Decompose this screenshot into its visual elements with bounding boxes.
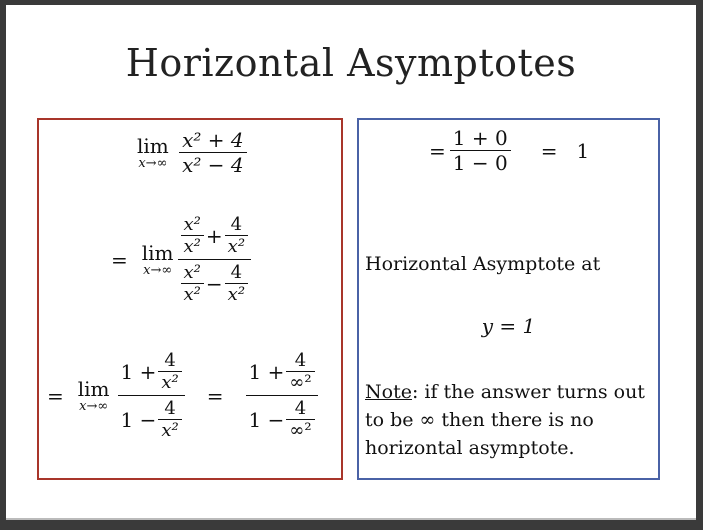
note-paragraph: [365, 378, 655, 462]
limit-operator: lim x→∞: [77, 377, 110, 414]
conclusion-box: [357, 118, 660, 480]
simplified-fraction: 1 + $\frac{4}{\text{x²}}$ 1 − $\frac{4}{\text{x²}}$: [118, 350, 185, 441]
limit-expression-2: = lim x→∞ $\frac{\text{x²}}{\text{x²}}$ + $\frac{4}{\text{x²}}$ $\frac{\text{x²}}{\text{x²}}$ − $\frac{4}{\text{x²}}$: [111, 214, 251, 305]
infinity-fraction: 1 + $\frac{4}{\text{∞²}}$ 1 − $\frac{4}{\text{∞²}}$: [246, 350, 318, 441]
limit-fraction: $\frac{\text{x² + 4}}{\text{x² − 4}}$: [179, 128, 247, 177]
slide: [6, 5, 696, 520]
x2-over-x2: $\frac{\text{x²}}{\text{x²}}$: [181, 262, 204, 305]
evaluated-limit: = $\frac{1 + 0}{1 - 0}$ = 1: [429, 126, 590, 175]
four-over-x2: $\frac{4}{\text{x²}}$: [225, 262, 248, 305]
limit-expression-1: [137, 128, 247, 177]
x2-over-x2: $\frac{\text{x²}}{\text{x²}}$: [181, 214, 204, 257]
note-text: : if the answer turns out to be ∞ then there is no horizontal asymptote.: [365, 381, 645, 459]
note-label: Note: [365, 381, 412, 403]
asymptote-label: Horizontal Asymptote at: [365, 253, 601, 275]
limit-expression-3: = lim x→∞ 1 + $\frac{4}{\text{x²}}$ 1 − $\frac{4}{\text{x²}}$ = 1 + $\frac{4}{\text{∞²}}$ 1 − $\frac{4}{\text{∞²}}$: [47, 350, 318, 441]
limit-operator: lim x→∞: [137, 134, 169, 171]
compound-fraction: $\frac{\text{x²}}{\text{x²}}$ + $\frac{4}{\text{x²}}$ $\frac{\text{x²}}{\text{x²}}$ − $\frac{4}{\text{x²}}$: [178, 214, 252, 305]
slide-title: Horizontal Asymptotes: [125, 41, 577, 85]
derivation-box: [37, 118, 343, 480]
evaluated-fraction: $\frac{1 + 0}{1 - 0}$: [450, 126, 511, 175]
four-over-x2: $\frac{4}{\text{x²}}$: [225, 214, 248, 257]
asymptote-equation: y = 1: [481, 314, 536, 338]
limit-operator: lim x→∞: [141, 241, 174, 278]
